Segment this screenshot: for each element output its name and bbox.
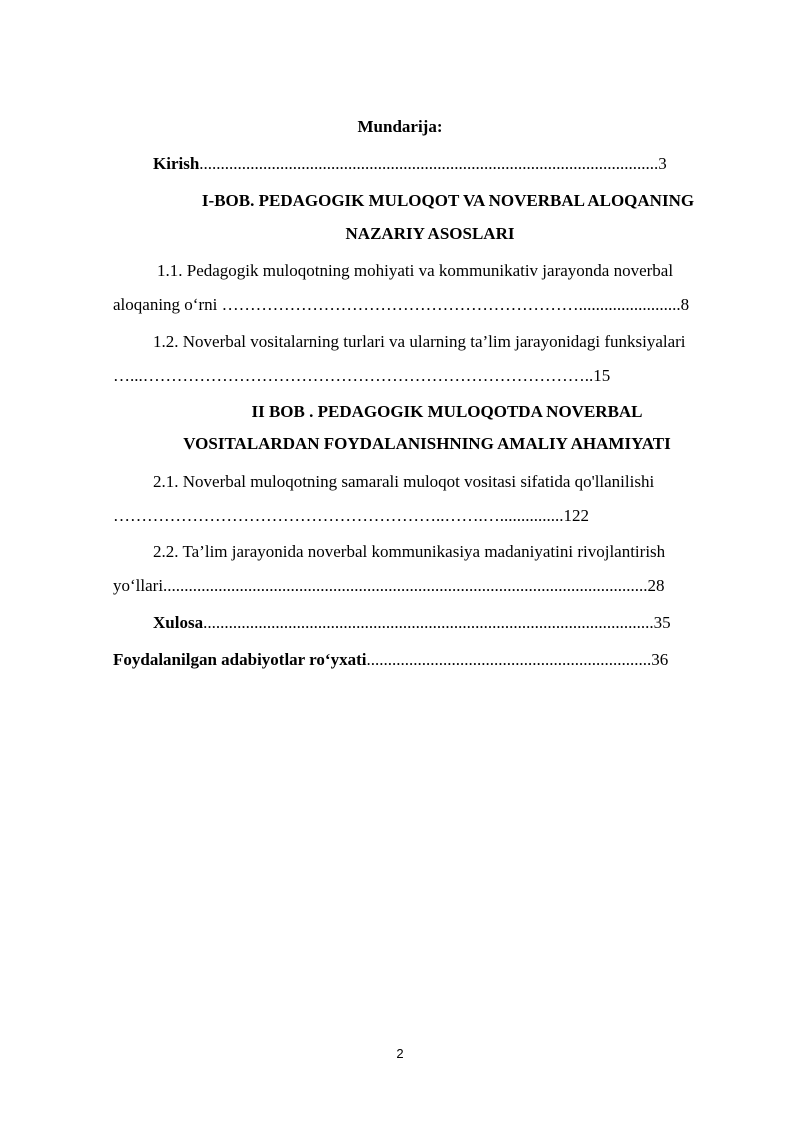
toc-entry-label: Foydalanilgan adabiyotlar ro‘yxati [113, 650, 367, 669]
toc-leader-dots: ................................................................... [366, 650, 652, 669]
toc-entry-label: Kirish [153, 154, 200, 173]
toc-entry-1-2-line1: 1.2. Noverbal vositalarning turlari va ularning ta’lim jarayonidagi funksiyalari [153, 332, 686, 351]
page-number-footer: 2 [396, 1046, 404, 1061]
toc-page-number: 35 [653, 613, 671, 632]
toc-entry-intro [153, 153, 667, 175]
toc-leader-dots: .......................................................................................................... [203, 613, 654, 632]
chapter-heading-2-line2: VOSITALARDAN FOYDALANISHNING AMALIY AHAMIYATI [183, 434, 671, 453]
toc-entry-2-1-line1: 2.1. Noverbal muloqotning samarali muloqot vositasi sifatida qo'llanilishi [153, 472, 655, 491]
toc-page-number: 3 [658, 154, 667, 173]
toc-entry-2-2-line1: 2.2. Ta’lim jarayonida noverbal kommunikasiya madaniyatini rivojlantirish [153, 542, 666, 561]
toc-entry-conclusion [153, 612, 671, 634]
toc-entry-label: Xulosa [153, 613, 204, 632]
toc-entry-2-2-line2: yo‘llari..................................................................................................................28 [113, 576, 665, 595]
chapter-heading-2-line1: II BOB . PEDAGOGIK MULOQOTDA NOVERBAL [251, 402, 643, 421]
chapter-heading-1-line1: I-BOB. PEDAGOGIK MULOQOT VA NOVERBAL ALOQANING [201, 191, 695, 210]
toc-entry-1-1-line1: 1.1. Pedagogik muloqotning mohiyati va kommunikativ jarayonda noverbal [157, 261, 674, 280]
toc-title: Mundarija: [357, 117, 443, 136]
toc-entry-2-1-line2: …………………………………………………..…….…...............122 [113, 506, 589, 525]
toc-entry-1-2-line2: …...……………………………………………………………………..15 [113, 366, 611, 385]
toc-page-number: 36 [651, 650, 669, 669]
toc-entry-1-1-line2: aloqaning o‘rni ………………………………………………………........................8 [113, 295, 690, 314]
toc-leader-dots: ............................................................................................................ [199, 154, 659, 173]
chapter-heading-1-line2: NAZARIY ASOSLARI [345, 224, 515, 243]
toc-entry-references [113, 649, 668, 671]
